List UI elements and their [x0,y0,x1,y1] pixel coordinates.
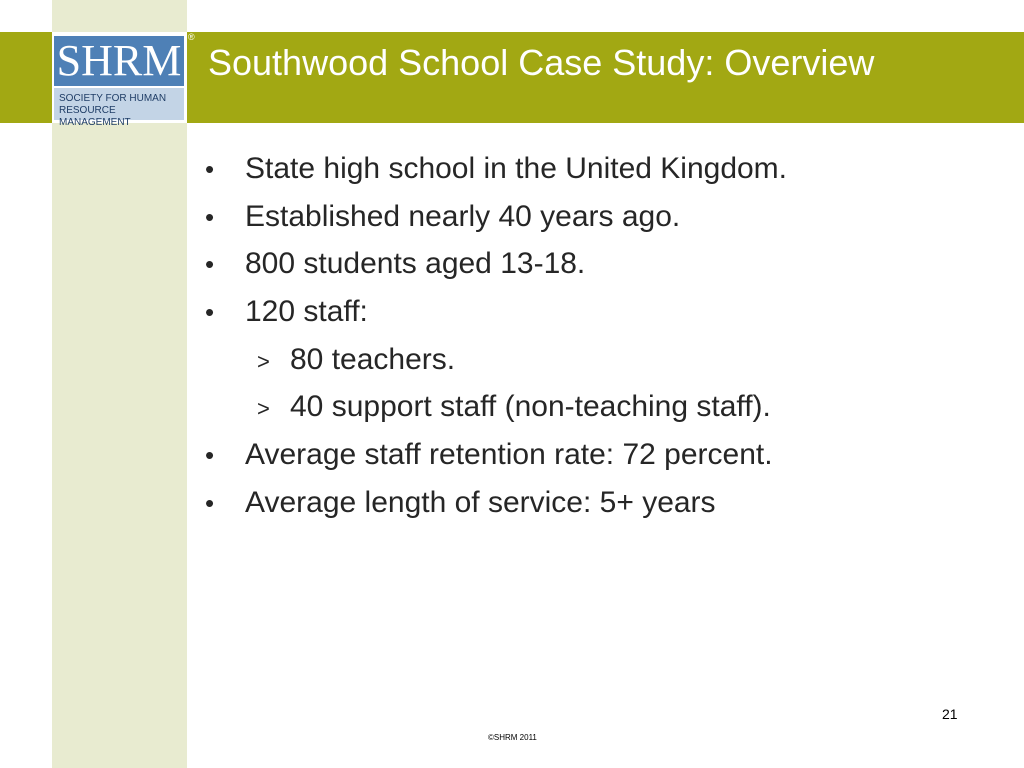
shrm-logo [52,32,187,128]
bullet-text: 800 students aged 13-18. [245,247,586,281]
bullet-marker: • [205,487,215,518]
bullet-marker: • [205,201,215,232]
bullet-text: State high school in the United Kingdom. [245,152,788,185]
bullet-marker: • [205,297,215,328]
registered-mark: ® [188,32,195,42]
sub-bullet-item [205,390,985,438]
bullet-item [205,295,985,343]
bullet-text: Average staff retention rate: 72 percent. [245,438,773,472]
logo-line-1: SOCIETY FOR HUMAN [59,93,167,104]
logo-line-2: RESOURCE MANAGEMENT [59,105,131,128]
bullet-item [205,247,985,295]
bullet-marker: • [205,249,215,280]
sub-bullet-text: 80 teachers. [290,342,456,376]
logo-brand: SHRM [54,36,184,86]
bullet-text: 120 staff: [245,295,368,329]
bullet-item [205,438,985,486]
bullet-item [205,152,985,200]
bullet-marker: • [205,154,215,184]
bullet-item [205,200,985,248]
sub-bullet-item [205,343,985,391]
sub-bullet-marker: > [257,348,270,374]
sub-bullet-marker: > [257,396,270,422]
copyright-footer: ©SHRM 2011 [488,733,537,742]
bullet-item [205,486,985,534]
bullet-text: Established nearly 40 years ago. [245,199,681,233]
logo-tagline [54,88,184,128]
bullet-list [205,152,985,534]
sub-bullet-text: 40 support staff (non-teaching staff). [290,390,771,424]
page-number: 21 [942,706,958,722]
bullet-marker: • [205,440,215,471]
slide-title: Southwood School Case Study: Overview [208,42,875,83]
bullet-text: Average length of service: 5+ years [245,485,716,519]
